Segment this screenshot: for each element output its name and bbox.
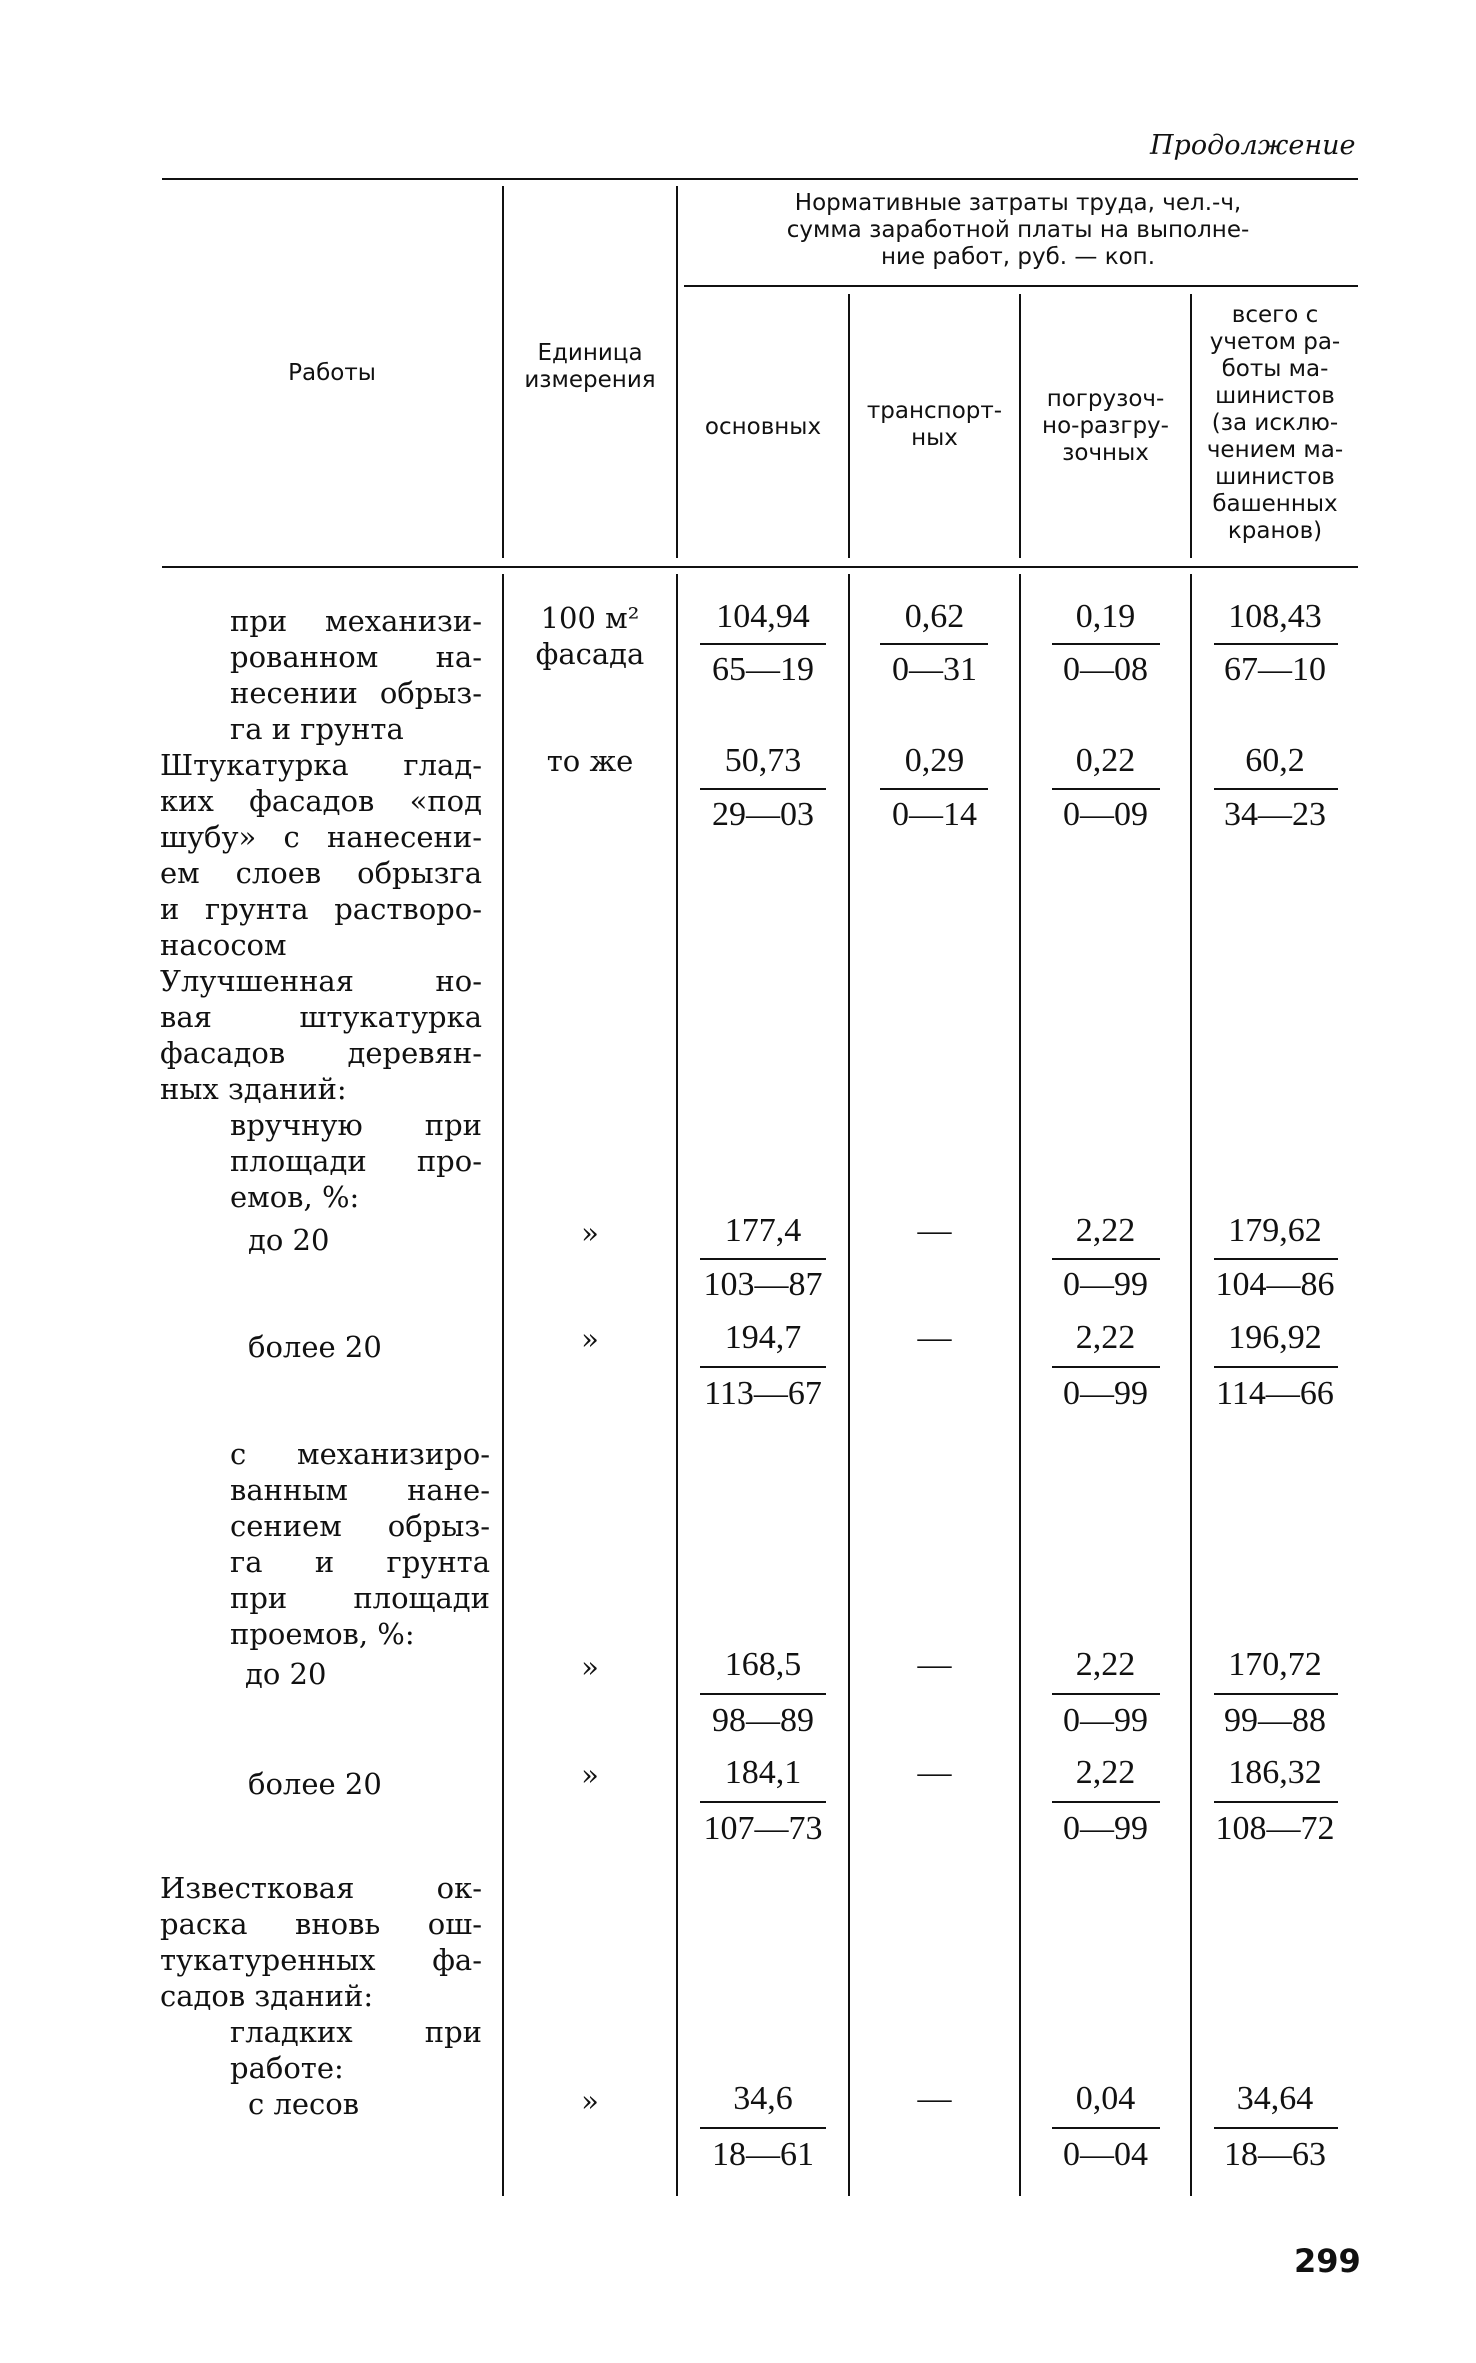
work-block-6: Известковая ок- раска вновь ош- тукатуренных фа- садов зданий: bbox=[160, 1871, 482, 2013]
row7-loading-hours: 0,04 bbox=[1075, 2080, 1136, 2117]
row5-total-bar bbox=[1214, 1693, 1338, 1695]
header-works: Работы bbox=[288, 360, 376, 386]
row3-loading-wage: 0—99 bbox=[1063, 1266, 1148, 1303]
unit-row-7: » bbox=[581, 2084, 599, 2118]
row7-transport-dash: — bbox=[917, 2080, 952, 2117]
row1-transport-hours: 0,62 bbox=[904, 598, 965, 635]
page-number: 299 bbox=[1294, 2242, 1361, 2280]
row1-loading-wage: 0—08 bbox=[1063, 651, 1148, 688]
row3-loading-hours: 2,22 bbox=[1075, 1212, 1136, 1249]
row6-loading-bar bbox=[1052, 1801, 1160, 1803]
row3-transport-dash: — bbox=[917, 1212, 952, 1249]
work-block-2: Штукатурка глад- ких фасадов «под шубу» с нанесени- ем слоев обрызга и грунта растворо- насосом bbox=[160, 748, 482, 962]
work-block-1: при механизи- рованном на- несении обрыз- га и грунта bbox=[230, 604, 482, 746]
row5-basic-hours: 168,5 bbox=[724, 1646, 802, 1683]
row1-basic-bar bbox=[700, 643, 826, 645]
unit-row-5: » bbox=[581, 1650, 599, 1684]
row1-basic-wage: 65—19 bbox=[712, 651, 814, 688]
row3-loading-bar bbox=[1052, 1258, 1160, 1260]
row2-total-bar bbox=[1214, 788, 1338, 790]
work-row-from-scaffolds: с лесов bbox=[248, 2087, 360, 2121]
row7-total-hours: 34,64 bbox=[1236, 2080, 1314, 2117]
header-labor-group: Нормативные затраты труда, чел.-ч, сумма заработной платы на выполне- ние работ, руб. — коп. bbox=[786, 190, 1250, 270]
work-block-5: с механизиро- ванным нане- сением обрыз- га и грунта при площади проемов, %: bbox=[230, 1437, 490, 1651]
work-row-over-20-b: более 20 bbox=[248, 1767, 382, 1801]
header-col-transport: транспорт- ных bbox=[866, 398, 1003, 451]
row6-total-bar bbox=[1214, 1801, 1338, 1803]
row7-basic-wage: 18—61 bbox=[712, 2136, 814, 2173]
row7-total-wage: 18—63 bbox=[1224, 2136, 1326, 2173]
row4-basic-wage: 113—67 bbox=[704, 1375, 822, 1412]
row5-basic-bar bbox=[700, 1693, 826, 1695]
row7-loading-bar bbox=[1052, 2127, 1160, 2129]
row5-total-wage: 99—88 bbox=[1224, 1702, 1326, 1739]
row6-total-hours: 186,32 bbox=[1228, 1754, 1322, 1791]
row4-total-hours: 196,92 bbox=[1228, 1319, 1322, 1356]
row6-basic-hours: 184,1 bbox=[724, 1754, 802, 1791]
row5-basic-wage: 98—89 bbox=[712, 1702, 814, 1739]
row1-total-hours: 108,43 bbox=[1228, 598, 1322, 635]
header-col-loading: погрузоч- но-разгру- зочных bbox=[1042, 386, 1169, 466]
row5-total-hours: 170,72 bbox=[1228, 1646, 1322, 1683]
table-top-rule bbox=[162, 178, 1358, 180]
row2-basic-bar bbox=[700, 788, 826, 790]
row5-transport-dash: — bbox=[917, 1646, 952, 1683]
row3-total-wage: 104—86 bbox=[1215, 1266, 1335, 1303]
group-header-rule bbox=[684, 285, 1358, 287]
work-row-up-to-20-a: до 20 bbox=[248, 1223, 330, 1257]
row1-loading-hours: 0,19 bbox=[1075, 598, 1136, 635]
row6-transport-dash: — bbox=[917, 1754, 952, 1791]
row4-loading-bar bbox=[1052, 1366, 1160, 1368]
unit-row-6: » bbox=[581, 1758, 599, 1792]
unit-row-1: 100 м² фасада bbox=[535, 601, 645, 671]
row2-transport-bar bbox=[880, 788, 988, 790]
row1-total-wage: 67—10 bbox=[1224, 651, 1326, 688]
row6-basic-wage: 107—73 bbox=[703, 1810, 823, 1847]
row3-total-hours: 179,62 bbox=[1228, 1212, 1322, 1249]
row2-loading-bar bbox=[1052, 788, 1160, 790]
row2-total-wage: 34—23 bbox=[1224, 796, 1326, 833]
row3-basic-wage: 103—87 bbox=[703, 1266, 823, 1303]
row5-loading-bar bbox=[1052, 1693, 1160, 1695]
row1-transport-bar bbox=[880, 643, 988, 645]
row2-transport-wage: 0—14 bbox=[892, 796, 977, 833]
row4-transport-dash: — bbox=[917, 1319, 952, 1356]
row4-basic-hours: 194,7 bbox=[724, 1319, 802, 1356]
header-col-basic: основных bbox=[704, 414, 822, 440]
work-block-7: гладких при работе: bbox=[230, 2015, 482, 2085]
row6-loading-hours: 2,22 bbox=[1075, 1754, 1136, 1791]
row7-total-bar bbox=[1214, 2127, 1338, 2129]
row3-total-bar bbox=[1214, 1258, 1338, 1260]
row2-basic-wage: 29—03 bbox=[712, 796, 814, 833]
row3-basic-hours: 177,4 bbox=[724, 1212, 802, 1249]
work-block-3: Улучшенная но- вая штукатурка фасадов деревян- ных зданий: bbox=[160, 964, 482, 1106]
row4-loading-wage: 0—99 bbox=[1063, 1375, 1148, 1412]
row6-basic-bar bbox=[700, 1801, 826, 1803]
row1-basic-hours: 104,94 bbox=[716, 598, 810, 635]
row7-loading-wage: 0—04 bbox=[1063, 2136, 1148, 2173]
row2-loading-hours: 0,22 bbox=[1075, 742, 1136, 779]
row4-total-wage: 114—66 bbox=[1216, 1375, 1334, 1412]
row5-loading-hours: 2,22 bbox=[1075, 1646, 1136, 1683]
row2-loading-wage: 0—09 bbox=[1063, 796, 1148, 833]
row2-total-hours: 60,2 bbox=[1245, 742, 1305, 779]
row1-total-bar bbox=[1214, 643, 1338, 645]
row2-transport-hours: 0,29 bbox=[904, 742, 965, 779]
row1-transport-wage: 0—31 bbox=[892, 651, 977, 688]
work-row-over-20-a: более 20 bbox=[248, 1330, 382, 1364]
row1-loading-bar bbox=[1052, 643, 1160, 645]
row4-total-bar bbox=[1214, 1366, 1338, 1368]
header-unit: Единица измерения bbox=[524, 340, 656, 393]
row2-basic-hours: 50,73 bbox=[724, 742, 802, 779]
row6-loading-wage: 0—99 bbox=[1063, 1810, 1148, 1847]
header-vline-2 bbox=[676, 186, 678, 558]
row7-basic-bar bbox=[700, 2127, 826, 2129]
work-block-4: вручную при площади про- емов, %: bbox=[230, 1108, 482, 1214]
row4-basic-bar bbox=[700, 1366, 826, 1368]
body-vline-1 bbox=[502, 574, 504, 2196]
work-row-up-to-20-b: до 20 bbox=[245, 1657, 327, 1691]
unit-row-4: » bbox=[581, 1322, 599, 1356]
row6-total-wage: 108—72 bbox=[1215, 1810, 1335, 1847]
header-bottom-rule bbox=[162, 566, 1358, 568]
row3-basic-bar bbox=[700, 1258, 826, 1260]
header-col-total: всего с учетом ра- боты ма- шинистов (за исклю- чением ма- шинистов башенных кранов) bbox=[1206, 302, 1344, 544]
unit-row-3: » bbox=[581, 1216, 599, 1250]
row7-basic-hours: 34,6 bbox=[733, 2080, 793, 2117]
continuation-label: Продолжение bbox=[1150, 130, 1356, 161]
unit-row-2: то же bbox=[546, 744, 634, 778]
row5-loading-wage: 0—99 bbox=[1063, 1702, 1148, 1739]
row4-loading-hours: 2,22 bbox=[1075, 1319, 1136, 1356]
